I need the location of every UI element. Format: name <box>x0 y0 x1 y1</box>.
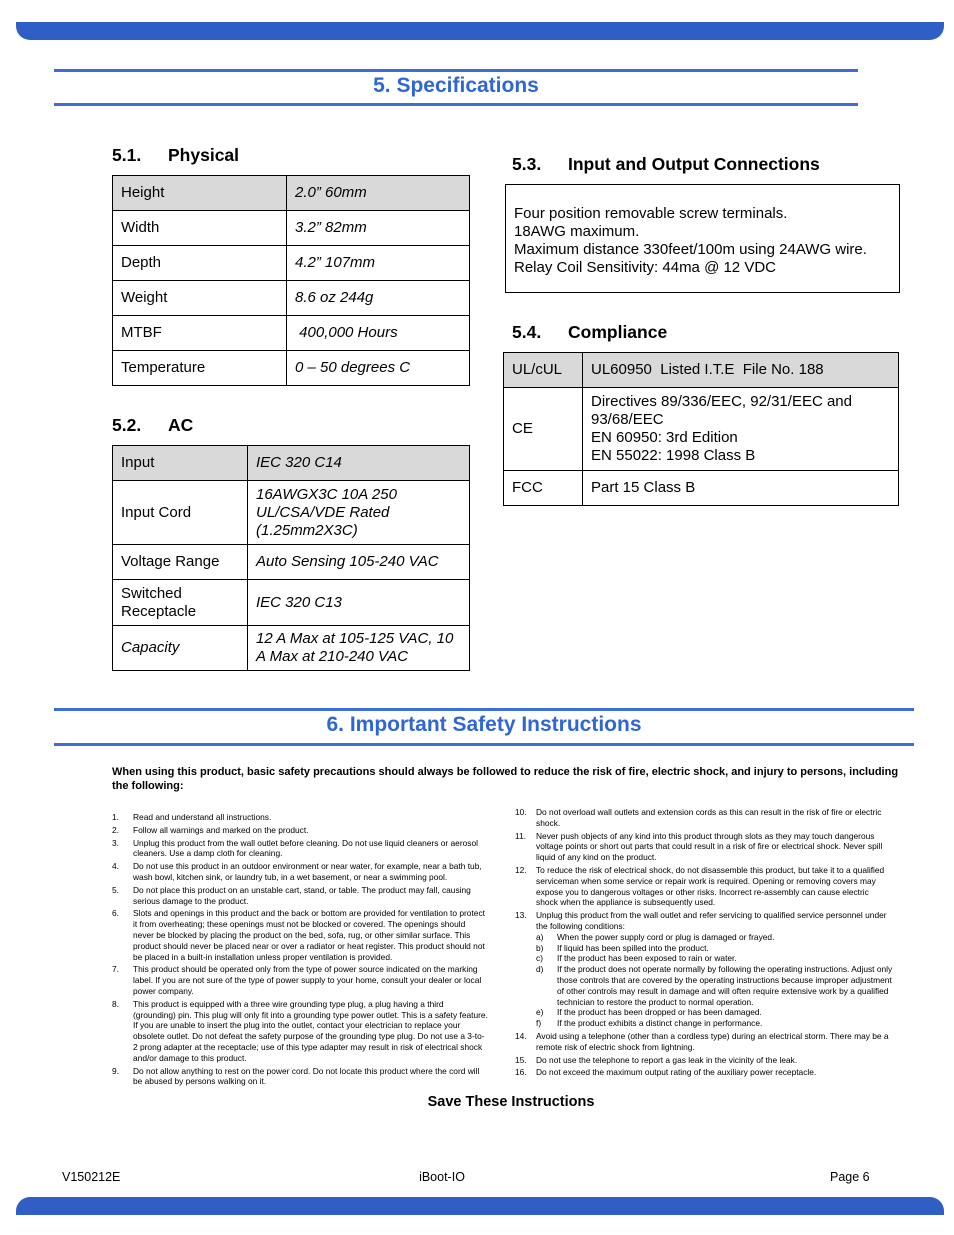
save-instructions-note: Save These Instructions <box>427 1094 595 1110</box>
io-heading-text: Input and Output Connections <box>568 154 820 174</box>
compliance-label: FCC <box>504 471 583 506</box>
sub-item-letter: e) <box>536 1007 544 1018</box>
item-number: 16. <box>515 1067 527 1078</box>
sub-item-text: When the power supply cord or plug is damaged or frayed. <box>557 931 775 942</box>
table-row <box>113 281 470 316</box>
safety-intro: When using this product, basic safety precautions should always be followed to reduce the risk of fire, electric shock, and injury to persons, including the following: <box>112 766 899 792</box>
list-item <box>515 865 893 908</box>
compliance-heading-num: 5.4. <box>512 322 542 342</box>
physical-value: 0 – 50 degrees C <box>287 351 470 386</box>
sub-list-item <box>536 953 893 964</box>
sub-item-letter: a) <box>536 931 544 942</box>
ac-heading-text: AC <box>168 415 194 435</box>
item-number: 9. <box>112 1065 119 1076</box>
safety-sublist <box>536 932 893 1029</box>
compliance-heading-text: Compliance <box>568 322 668 342</box>
table-row <box>113 246 470 281</box>
item-number: 3. <box>112 837 119 848</box>
list-item <box>112 964 488 996</box>
safety-title-rule-top <box>54 708 914 711</box>
table-row <box>113 351 470 386</box>
compliance-label: UL/cUL <box>504 353 583 388</box>
compliance-ce-directives: Directives 89/336/EEC, 92/31/EEC and 93/68/EEC <box>591 393 852 428</box>
compliance-value: Part 15 Class B <box>583 471 899 506</box>
bottom-banner <box>16 1197 944 1215</box>
item-number: 2. <box>112 824 119 835</box>
item-text: Slots and openings in this product and the back or bottom are provided for ventilation to protect it from overheating; these openings must not be blocked or covered. The openings should never be blocked by placing the product on the bed, sofa, rug, or other similar surface. This product should never be placed near or over a radiator or heat register. This product should not be placed in a built-in installation unless proper ventilation is provided. <box>133 908 485 962</box>
physical-value: 8.6 oz 244g <box>287 281 470 316</box>
physical-heading <box>112 145 239 166</box>
item-text: This product should be operated only from the type of power source indicated on the marking label. If you are not sure of the type of power supply to your home, consult your dealer or local power company. <box>133 964 482 996</box>
item-number: 6. <box>112 908 119 919</box>
physical-value: 2.0” 60mm <box>287 176 470 211</box>
physical-label: Weight <box>113 281 287 316</box>
sub-item-text: If the product has been exposed to rain or water. <box>557 953 737 964</box>
table-row <box>113 446 470 481</box>
physical-heading-text: Physical <box>168 145 240 165</box>
list-item <box>112 908 488 962</box>
list-item <box>515 807 893 829</box>
item-text: Never push objects of any kind into this product through slots as they may touch dangerous voltage points or short out parts that could result in a risk of fire or electrical shock. Never spill liquid of any kind on the product. <box>536 830 883 863</box>
compliance-value <box>583 388 899 471</box>
safety-list-right <box>515 807 893 1080</box>
physical-value: 4.2” 107mm <box>287 246 470 281</box>
spec-section-title: 5. Specifications <box>373 74 539 97</box>
table-row <box>113 316 470 351</box>
item-number: 5. <box>112 884 119 895</box>
item-text: Do not allow anything to rest on the power cord. Do not locate this product where the cord will be abused by persons walking on it. <box>133 1065 480 1087</box>
item-text: Do not use the telephone to report a gas leak in the vicinity of the leak. <box>536 1054 798 1065</box>
compliance-table <box>503 352 899 506</box>
sub-item-letter: f) <box>536 1018 542 1029</box>
physical-label: Height <box>113 176 287 211</box>
compliance-ce-en60950: EN 60950: 3rd Edition <box>591 429 738 446</box>
io-line: Relay Coil Sensitivity: 44ma @ 12 VDC <box>514 259 776 276</box>
list-item <box>515 1067 893 1078</box>
ac-value: IEC 320 C14 <box>248 446 470 481</box>
table-row <box>113 481 470 545</box>
item-number: 13. <box>515 910 527 921</box>
footer-product: iBoot-IO <box>419 1170 465 1184</box>
physical-label: Width <box>113 211 287 246</box>
sub-list-item <box>536 943 893 954</box>
table-row <box>113 580 470 626</box>
list-item <box>112 838 488 860</box>
ac-heading <box>112 415 193 436</box>
item-number: 11. <box>515 830 527 841</box>
io-box <box>505 184 900 293</box>
table-row <box>504 388 899 471</box>
table-row <box>504 353 899 388</box>
top-banner <box>16 22 944 40</box>
compliance-ce-en55022: EN 55022: 1998 Class B <box>591 447 756 464</box>
table-row <box>504 471 899 506</box>
ac-label: Input Cord <box>113 481 248 545</box>
spec-title-rule-bottom <box>54 103 858 106</box>
table-row <box>113 626 470 671</box>
ac-table <box>112 445 470 671</box>
list-item <box>515 910 893 1029</box>
ac-value: 12 A Max at 105-125 VAC, 10 A Max at 210-240 VAC <box>248 626 470 671</box>
table-row <box>113 545 470 580</box>
sub-list-item <box>536 964 893 1007</box>
list-item <box>112 999 488 1064</box>
table-row <box>113 211 470 246</box>
item-number: 1. <box>112 812 119 822</box>
physical-label: Depth <box>113 246 287 281</box>
item-text: Unplug this product from the wall outlet before cleaning. Do not use liquid cleaners or aerosol cleaners. Use a damp cloth for cleaning. <box>133 837 478 859</box>
spec-title-rule-top <box>54 69 858 72</box>
item-text: Do not use this product in an outdoor environment or near water, for example, near a bath tub, wash bowl, kitchen sink, or laundry tub, in a wet basement, or near a swimming pool. <box>133 861 482 882</box>
footer-version: V150212E <box>62 1170 121 1184</box>
sub-list-item <box>536 932 893 943</box>
item-text: Do not overload wall outlets and extension cords as this can result in the risk of fire or electric shock. <box>536 807 882 828</box>
footer-page-number: Page 6 <box>830 1170 870 1184</box>
sub-item-text: If liquid has been spilled into the product. <box>557 942 709 953</box>
io-line: 18AWG maximum. <box>514 223 640 240</box>
sub-item-letter: c) <box>536 953 543 964</box>
ac-value: Auto Sensing 105-240 VAC <box>248 545 470 580</box>
ac-value: IEC 320 C13 <box>248 580 470 626</box>
sub-list-item <box>536 1018 893 1029</box>
safety-section-title: 6. Important Safety Instructions <box>326 713 642 736</box>
physical-value: 400,000 Hours <box>287 316 470 351</box>
compliance-value: UL60950 Listed I.T.E File No. 188 <box>583 353 899 388</box>
item-text: Unplug this product from the wall outlet and refer servicing to qualified service personnel under the following conditions: <box>536 910 887 931</box>
ac-value: 16AWGX3C 10A 250 UL/CSA/VDE Rated (1.25mm2X3C) <box>248 481 470 545</box>
list-item <box>515 831 893 863</box>
item-text: Read and understand all instructions. <box>133 812 272 822</box>
physical-value: 3.2” 82mm <box>287 211 470 246</box>
item-number: 15. <box>515 1054 527 1065</box>
item-number: 8. <box>112 998 119 1009</box>
item-text: To reduce the risk of electrical shock, do not disassemble this product, but take it to a qualified serviceman when some service or repair work is required. Opening or removing covers may expose you to dangerous voltages or other risks. Incorrect re-assembly can cause electric shock when the appliance is subsequently used. <box>536 864 885 908</box>
item-text: Follow all warnings and marked on the product. <box>133 824 309 835</box>
sub-item-text: If the product does not operate normally by following the operating instructions. Adjust only those controls that are covered by the operating instructions because improper adjustment of other controls may result in damage and will often require extensive work by a qualified technician to restore the product to normal operation. <box>557 964 893 1007</box>
list-item <box>112 861 488 883</box>
compliance-heading <box>512 322 667 343</box>
io-line: Four position removable screw terminals. <box>514 205 788 222</box>
list-item <box>112 1066 488 1088</box>
ac-label: Switched Receptacle <box>113 580 248 626</box>
item-text: This product is equipped with a three wire grounding type plug, a plug having a third (grounding) pin. This plug will only fit into a grounding type power outlet. This is a safety feature. If you are unable to insert the plug into the outlet, contact your electrician to replace your obsolete outlet. Do not defeat the safety purpose of the grounding type plug. Do not use a 3-to-2 prong adapter at the receptacle; use of this type adapter may result in risk of electrical shock and/or damage to this product. <box>133 998 488 1063</box>
io-heading <box>512 154 820 175</box>
item-number: 7. <box>112 964 119 975</box>
physical-label: Temperature <box>113 351 287 386</box>
safety-title-rule-bottom <box>54 743 914 746</box>
item-text: Do not place this product on an unstable cart, stand, or table. The product may fall, causing serious damage to the product. <box>133 884 471 906</box>
item-text: Avoid using a telephone (other than a cordless type) during an electrical storm. There may be a remote risk of electric shock from lightning. <box>536 1030 889 1052</box>
sub-item-text: If the product has been dropped or has been damaged. <box>557 1007 762 1018</box>
compliance-label: CE <box>504 388 583 471</box>
physical-label: MTBF <box>113 316 287 351</box>
ac-heading-num: 5.2. <box>112 415 142 435</box>
item-number: 4. <box>112 861 119 872</box>
io-line: Maximum distance 330feet/100m using 24AWG wire. <box>514 241 867 258</box>
list-item <box>112 825 488 836</box>
list-item <box>112 885 488 907</box>
list-item <box>112 812 488 823</box>
item-text: Do not exceed the maximum output rating of the auxiliary power receptacle. <box>536 1067 817 1078</box>
physical-heading-num: 5.1. <box>112 145 142 165</box>
ac-label: Capacity <box>113 626 248 671</box>
safety-list-left <box>112 812 488 1089</box>
table-row <box>113 176 470 211</box>
ac-label: Input <box>113 446 248 481</box>
sub-list-item <box>536 1007 893 1018</box>
sub-item-letter: b) <box>536 942 544 953</box>
sub-item-letter: d) <box>536 964 544 975</box>
io-heading-num: 5.3. <box>512 154 542 174</box>
list-item <box>515 1031 893 1053</box>
sub-item-text: If the product exhibits a distinct change in performance. <box>557 1018 763 1029</box>
ac-label: Voltage Range <box>113 545 248 580</box>
item-number: 14. <box>515 1030 527 1041</box>
list-item <box>515 1055 893 1066</box>
item-number: 10. <box>515 807 527 817</box>
physical-table <box>112 175 470 386</box>
item-number: 12. <box>515 864 527 875</box>
